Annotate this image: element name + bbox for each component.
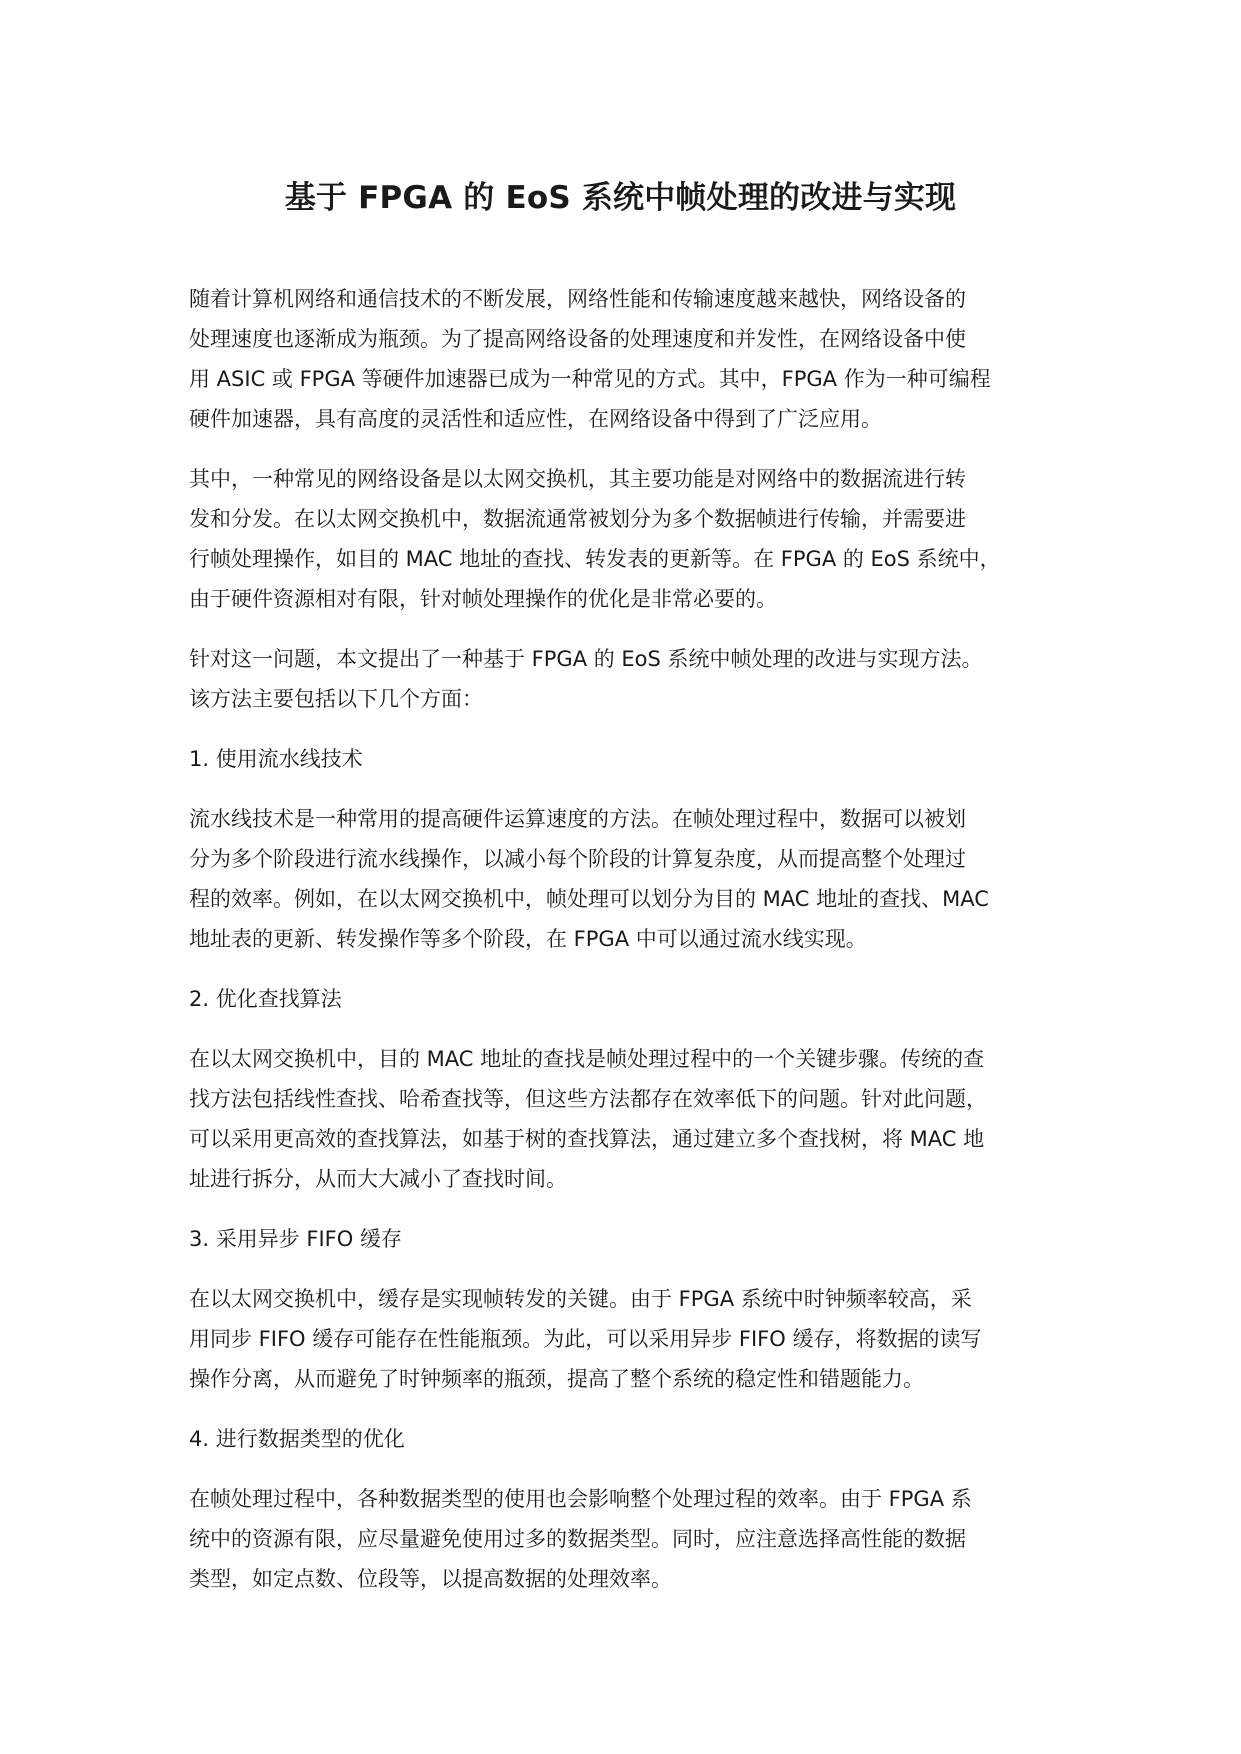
text-line: 统中的资源有限，应尽量避免使用过多的数据类型。同时，应注意选择高性能的数据 xyxy=(189,1527,966,1551)
text-line: 类型，如定点数、位段等，以提高数据的处理效率。 xyxy=(189,1567,672,1591)
text-line: 该方法主要包括以下几个方面： xyxy=(189,687,483,711)
text-line: 针对这一问题，本文提出了一种基于 FPGA 的 EoS 系统中帧处理的改进与实现方法。 xyxy=(189,647,983,671)
paragraph-intro xyxy=(189,279,1069,439)
section-heading-datatypes xyxy=(189,1419,1069,1459)
text-line: 处理速度也逐渐成为瓶颈。为了提高网络设备的处理速度和并发性，在网络设备中使 xyxy=(189,327,966,351)
document-title: 基于 FPGA 的 EoS 系统中帧处理的改进与实现 xyxy=(284,180,957,216)
section-heading-lookup xyxy=(189,979,1069,1019)
text-line: 找方法包括线性查找、哈希查找等，但这些方法都存在效率低下的问题。针对此问题， xyxy=(189,1087,987,1111)
paragraph-fifo xyxy=(189,1279,1069,1399)
paragraph-lookup xyxy=(189,1039,1069,1199)
text-line: 行帧处理操作，如目的 MAC 地址的查找、转发表的更新等。在 FPGA 的 EoS 系统中， xyxy=(189,547,1001,571)
section-heading: 1. 使用流水线技术 xyxy=(189,747,363,771)
section-heading-pipeline xyxy=(189,739,1069,779)
paragraph-ethernet-switch xyxy=(189,459,1069,619)
text-line: 用 ASIC 或 FPGA 等硬件加速器已成为一种常见的方式。其中，FPGA 作为一种可编程 xyxy=(189,367,991,391)
text-line: 地址表的更新、转发操作等多个阶段，在 FPGA 中可以通过流水线实现。 xyxy=(189,927,867,951)
paragraph-method-overview xyxy=(189,639,1069,719)
document-body xyxy=(189,279,1069,1619)
section-heading: 2. 优化查找算法 xyxy=(189,987,342,1011)
text-line: 址进行拆分，从而大大减小了查找时间。 xyxy=(189,1167,567,1191)
paragraph-pipeline xyxy=(189,799,1069,959)
text-line: 可以采用更高效的查找算法，如基于树的查找算法，通过建立多个查找树，将 MAC 地 xyxy=(189,1127,985,1151)
text-line: 发和分发。在以太网交换机中，数据流通常被划分为多个数据帧进行传输，并需要进 xyxy=(189,507,966,531)
text-line: 在帧处理过程中，各种数据类型的使用也会影响整个处理过程的效率。由于 FPGA 系 xyxy=(189,1487,972,1511)
section-heading: 3. 采用异步 FIFO 缓存 xyxy=(189,1227,402,1251)
text-line: 流水线技术是一种常用的提高硬件运算速度的方法。在帧处理过程中，数据可以被划 xyxy=(189,807,966,831)
paragraph-datatypes xyxy=(189,1479,1069,1599)
text-line: 在以太网交换机中，缓存是实现帧转发的关键。由于 FPGA 系统中时钟频率较高，采 xyxy=(189,1287,972,1311)
text-line: 由于硬件资源相对有限，针对帧处理操作的优化是非常必要的。 xyxy=(189,587,777,611)
text-line: 操作分离，从而避免了时钟频率的瓶颈，提高了整个系统的稳定性和错题能力。 xyxy=(189,1367,924,1391)
text-line: 随着计算机网络和通信技术的不断发展，网络性能和传输速度越来越快，网络设备的 xyxy=(189,287,966,311)
section-heading-fifo xyxy=(189,1219,1069,1259)
text-line: 其中，一种常见的网络设备是以太网交换机，其主要功能是对网络中的数据流进行转 xyxy=(189,467,966,491)
section-heading: 4. 进行数据类型的优化 xyxy=(189,1427,405,1451)
text-line: 在以太网交换机中，目的 MAC 地址的查找是帧处理过程中的一个关键步骤。传统的查 xyxy=(189,1047,985,1071)
text-line: 硬件加速器，具有高度的灵活性和适应性，在网络设备中得到了广泛应用。 xyxy=(189,407,882,431)
text-line: 用同步 FIFO 缓存可能存在性能瓶颈。为此，可以采用异步 FIFO 缓存，将数据的读写 xyxy=(189,1327,982,1351)
text-line: 程的效率。例如，在以太网交换机中，帧处理可以划分为目的 MAC 地址的查找、MAC xyxy=(189,887,989,911)
text-line: 分为多个阶段进行流水线操作，以减小每个阶段的计算复杂度，从而提高整个处理过 xyxy=(189,847,966,871)
